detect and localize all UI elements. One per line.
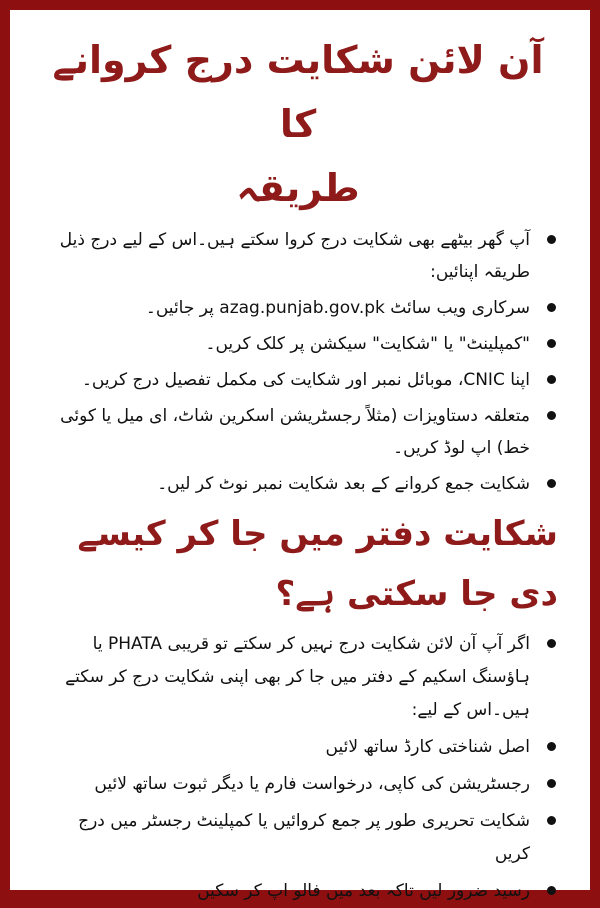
office-steps-list (38, 628, 558, 908)
list-item-text: رجسٹریشن کی کاپی، درخواست فارم یا دیگر ثبوت ساتھ لائیں (94, 774, 530, 794)
list-item (38, 400, 558, 464)
list-item-text: اپنا CNIC، موبائل نمبر اور شکایت کی مکمل تفصیل درج کریں۔ (81, 370, 530, 390)
list-item-text: شکایت تحریری طور پر جمع کروائیں یا کمپلینٹ رجسٹر میں درج کریں (78, 811, 530, 864)
list-item (38, 768, 558, 801)
bullet-icon (547, 339, 556, 348)
list-item-text: رسید ضرور لیں تاکہ بعد میں فالو اپ کر سکیں (197, 881, 530, 901)
list-item-text: آپ گھر بیٹھے بھی شکایت درج کروا سکتے ہیں۔اس کے لیے درج ذیل طریقہ اپنائیں: (59, 230, 530, 282)
bullet-icon (547, 479, 556, 488)
list-item (38, 731, 558, 764)
main-title-line2: طریقہ (236, 166, 360, 210)
list-item (38, 328, 558, 360)
list-item (38, 805, 558, 871)
bullet-icon (547, 742, 556, 751)
bullet-icon (547, 816, 556, 825)
online-steps-list (38, 224, 558, 500)
list-item-text: اصل شناختی کارڈ ساتھ لائیں (325, 737, 530, 757)
list-item (38, 364, 558, 396)
bullet-icon (547, 235, 556, 244)
bullet-icon (547, 303, 556, 312)
main-title-line1: آن لائن شکایت درج کروانے کا (52, 38, 544, 146)
document-card (10, 10, 590, 901)
bullet-icon (547, 411, 556, 420)
bullet-icon (547, 779, 556, 788)
list-item (38, 628, 558, 727)
list-item-text: متعلقہ دستاویزات (مثلاً رجسٹریشن اسکرین شاٹ، ای میل یا کوئی خط) اپ لوڈ کریں۔ (60, 406, 530, 458)
bullet-icon (547, 375, 556, 384)
office-section-title: شکایت دفتر میں جا کر کیسے دی جا سکتی ہے؟ (77, 514, 558, 614)
list-item-text: شکایت جمع کروانے کے بعد شکایت نمبر نوٹ کر لیں۔ (157, 474, 530, 494)
bullet-icon (547, 886, 556, 895)
bullet-icon (547, 639, 556, 648)
main-title (38, 28, 558, 220)
list-item (38, 292, 558, 324)
list-item-text: اگر آپ آن لائن شکایت درج نہیں کر سکتے تو قریبی PHATA یا ہاؤسنگ اسکیم کے دفتر میں جا کر بھی اپنی شکایت درج کر سکتے ہیں۔اس کے لیے: (65, 634, 530, 720)
list-item (38, 875, 558, 908)
list-item-text: سرکاری ویب سائٹ azag.punjab.gov.pk پر جائیں۔ (145, 298, 530, 318)
list-item-text: "کمپلینٹ" یا "شکایت" سیکشن پر کلک کریں۔ (205, 334, 530, 354)
list-item (38, 468, 558, 500)
list-item (38, 224, 558, 288)
